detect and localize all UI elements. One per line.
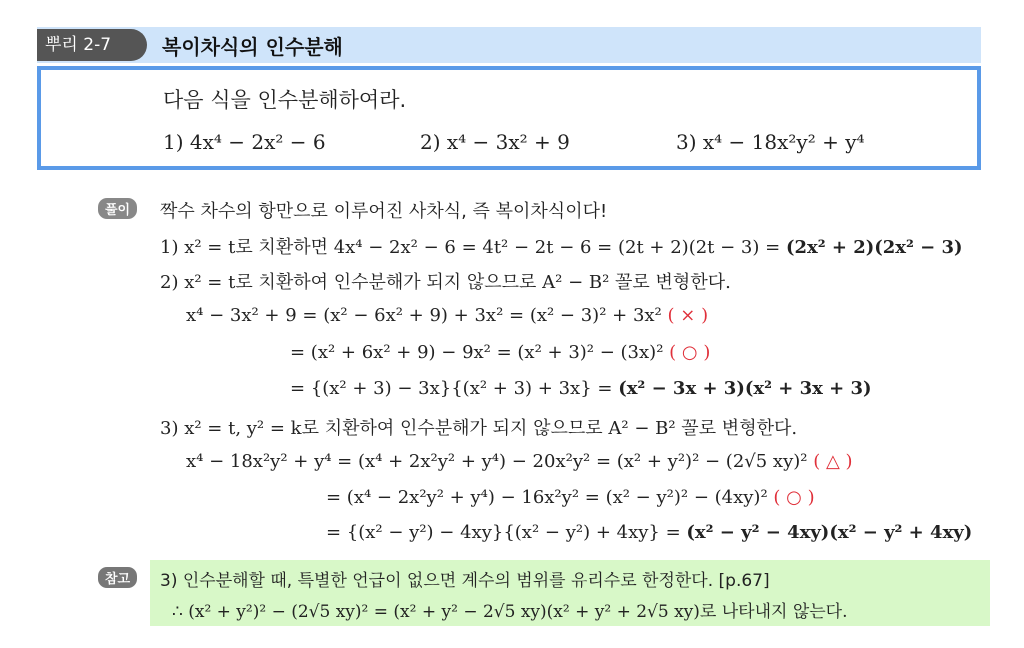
section-badge: 뿌리 2-7 xyxy=(37,29,147,61)
problem-item-3: 3) x⁴ − 18x²y² + y⁴ xyxy=(676,130,865,154)
circle-mark: ( ○ ) xyxy=(669,342,711,363)
triangle-mark: ( △ ) xyxy=(813,451,853,472)
problem-prompt: 다음 식을 인수분해하여라. xyxy=(163,88,407,112)
reference-line-2: ∴ (x² + y²)² − (2√5 xy)² = (x² + y² − 2√5 xy)(x² + y² + 2√5 xy)로 나타내지 않는다. xyxy=(172,602,848,622)
solution-2-eq-2 xyxy=(290,342,710,363)
reference-line-1: 3) 인수분해할 때, 특별한 언급이 없으면 계수의 범위를 유리수로 한정한다. [p.67] xyxy=(160,571,770,591)
solution-2-answer: (x² − 3x + 3)(x² + 3x + 3) xyxy=(618,378,872,399)
solution-2-eq-1 xyxy=(186,305,708,326)
solution-line-1-work: 1) x² = t로 치환하면 4x⁴ − 2x² − 6 = 4t² − 2t − 6 = (2t + 2)(2t − 3) = xyxy=(160,237,786,258)
solution-line-1 xyxy=(160,233,963,259)
problem-box xyxy=(37,66,981,170)
solution-2-eq-2-text: = (x² + 6x² + 9) − 9x² = (x² + 3)² − (3x)² xyxy=(290,342,664,363)
solution-3-eq-1 xyxy=(186,451,853,472)
solution-line-1-answer: (2x² + 2)(2x² − 3) xyxy=(785,237,963,258)
solution-3-eq-2-text: = (x⁴ − 2x²y² + y⁴) − 16x²y² = (x² − y²)² − (4xy)² xyxy=(326,487,768,508)
problem-item-1: 1) 4x⁴ − 2x² − 6 xyxy=(163,130,326,154)
solution-3-answer: (x² − y² − 4xy)(x² − y² + 4xy) xyxy=(686,522,973,543)
circle-mark-2: ( ○ ) xyxy=(773,487,815,508)
solution-2-eq-1-text: x⁴ − 3x² + 9 = (x² − 6x² + 9) + 3x² = (x² − 3)² + 3x² xyxy=(186,305,662,326)
solution-3-eq-3-work: = {(x² − y²) − 4xy}{(x² − y²) + 4xy} = xyxy=(326,522,687,543)
solution-line-2: 2) x² = t로 치환하여 인수분해가 되지 않으므로 A² − B² 꼴로 변형한다. xyxy=(160,272,731,293)
section-title: 복이차식의 인수분해 xyxy=(162,35,343,59)
solution-2-eq-3 xyxy=(290,378,872,399)
solution-2-eq-3-work: = {(x² + 3) − 3x}{(x² + 3) + 3x} = xyxy=(290,378,619,399)
solution-intro: 짝수 차수의 항만으로 이루어진 사차식, 즉 복이차식이다! xyxy=(160,201,608,222)
solution-3-eq-1-text: x⁴ − 18x²y² + y⁴ = (x⁴ + 2x²y² + y⁴) − 20x²y² = (x² + y²)² − (2√5 xy)² xyxy=(186,451,808,472)
problem-item-2: 2) x⁴ − 3x² + 9 xyxy=(420,130,570,154)
solution-tag: 풀이 xyxy=(98,198,137,219)
solution-3-eq-2 xyxy=(326,487,815,508)
solution-3-eq-3 xyxy=(326,522,972,543)
solution-line-3: 3) x² = t, y² = k로 치환하여 인수분해가 되지 않으므로 A² − B² 꼴로 변형한다. xyxy=(160,418,798,439)
cross-mark: ( × ) xyxy=(667,305,709,326)
reference-tag: 참고 xyxy=(98,567,137,588)
